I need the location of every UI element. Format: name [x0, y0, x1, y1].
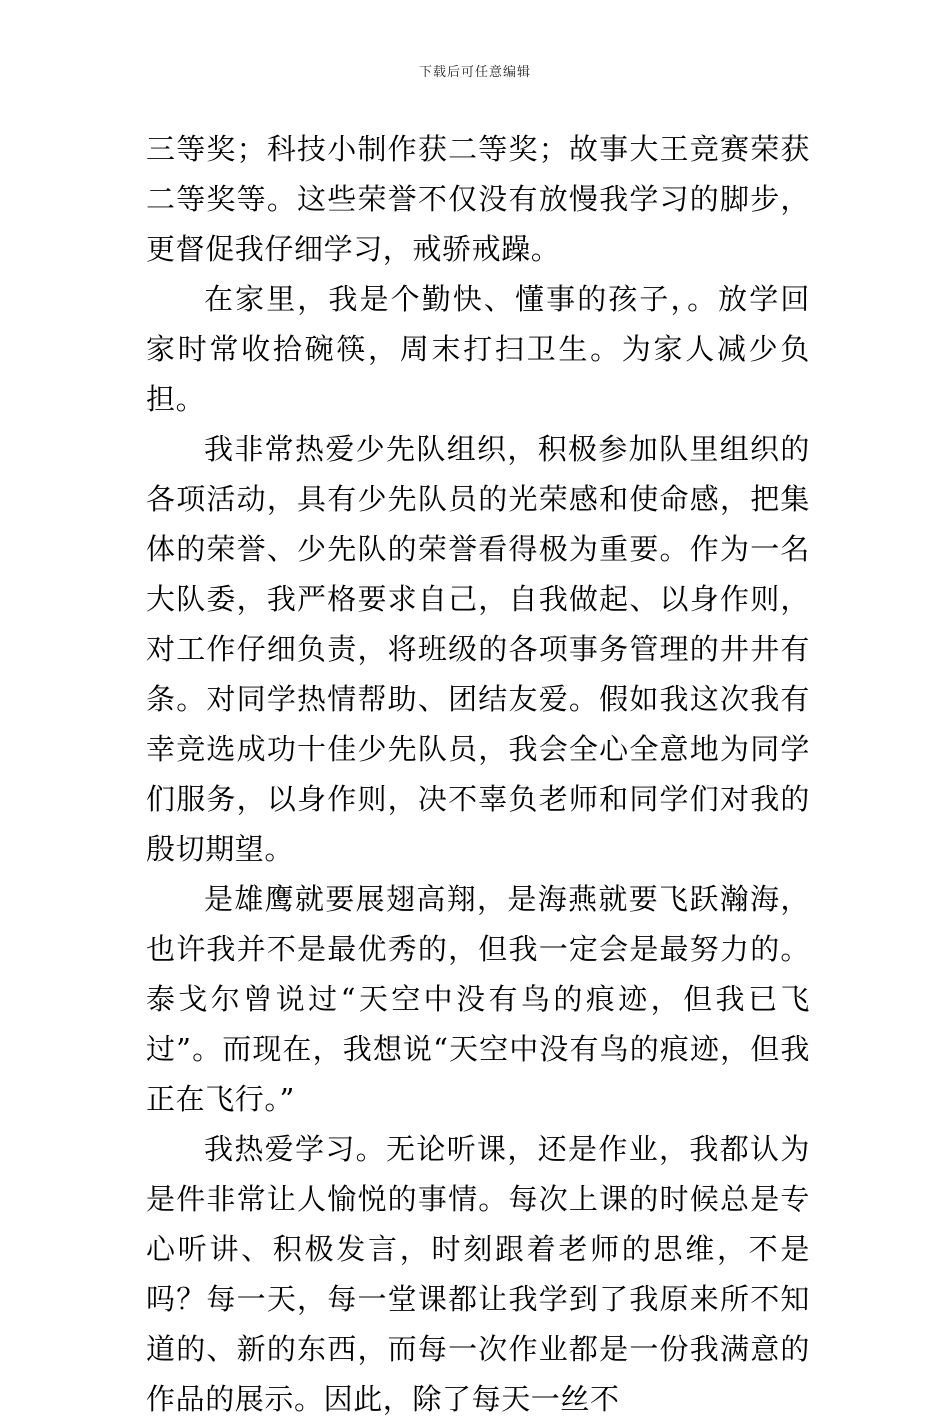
page-header-note: 下载后可任意编辑: [418, 65, 531, 80]
paragraph-4: 是雄鹰就要展翅高翔，是海燕就要飞跃瀚海，也许我并不是最优秀的，但我一定会是最努力的。泰戈尔曾说过“天空中没有鸟的痕迹，但我已飞过”。而现在，我想说“天空中没有鸟的痕迹，但我正在飞行。”: [146, 882, 810, 1116]
paragraph-3: 我非常热爱少先队组织，积极参加队里组织的各项活动，具有少先队员的光荣感和使命感，把集体的荣誉、少先队的荣誉看得极为重要。作为一名大队委，我严格要求自己，自我做起、以身作则，对工作仔细负责，将班级的各项事务管理的井井有条。对同学热情帮助、团结友爱。假如我这次我有幸竞选成功十佳少先队员，我会全心全意地为同学们服务，以身作则，决不辜负老师和同学们对我的殷切期望。: [146, 432, 810, 866]
paragraph-2: 在家里，我是个勤快、懂事的孩子，。放学回家时常收拾碗筷，周末打扫卫生。为家人减少负担。: [146, 282, 810, 416]
document-body: [146, 124, 810, 1424]
paragraph-5: 我热爱学习。无论听课，还是作业，我都认为是件非常让人愉悦的事情。每次上课的时候总是专心听讲、积极发言，时刻跟着老师的思维，不是吗？每一天，每一堂课都让我学到了我原来所不知道的、新的东西，而每一次作业都是一份我满意的作品的展示。因此，除了每天一丝不: [146, 1132, 810, 1416]
paragraph-1: 三等奖；科技小制作获二等奖；故事大王竞赛荣获二等奖等。这些荣誉不仅没有放慢我学习的脚步，更督促我仔细学习，戒骄戒躁。: [146, 132, 810, 266]
